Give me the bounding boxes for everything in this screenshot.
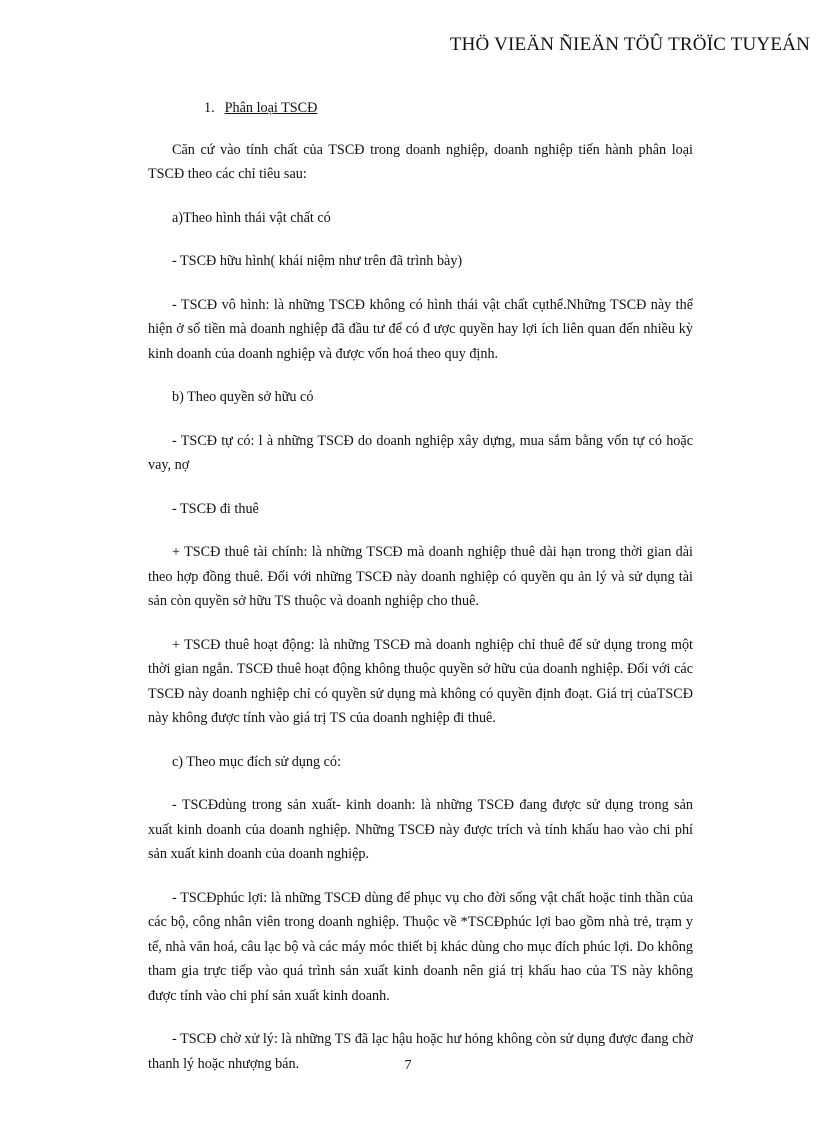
paragraph-financial-lease: + TSCĐ thuê tài chính: là những TSCĐ mà doanh nghiệp thuê dài hạn trong thời gian dài theo hợp đồng thuê. Đối với những TSCĐ này doanh nghiệp có quyền qu ản lý và sử dụng tài sản còn quyền sở hữu TS thuộc và doanh nghiệp cho thuê. [148,544,693,609]
paragraph-category-a: a)Theo hình thái vật chất có [172,209,331,226]
paragraph-intro: Căn cứ vào tính chất của TSCĐ trong doanh nghiệp, doanh nghiệp tiến hành phân loại TSCĐ theo các chỉ tiêu sau: [148,141,693,182]
section-number: 1. [204,100,215,116]
paragraph-category-c: c) Theo mục đích sử dụng có: [172,753,341,770]
paragraph-tangible: - TSCĐ hữu hình( khái niệm như trên đã trình bày) [172,253,463,269]
section-title: Phân loại TSCĐ [224,100,318,116]
page-number: 7 [404,1058,412,1073]
paragraph-pending-disposal: - TSCĐ chờ xử lý: là những TS đã lạc hậu hoặc hư hỏng không còn sử dụng được đang chờ thanh lý hoặc nhượng bán. [148,1031,693,1072]
paragraph-business-use: - TSCĐdùng trong sản xuất- kinh doanh: là những TSCĐ đang được sử dụng trong sản xuất kinh doanh của doanh nghiệp. Những TSCĐ này được trích và tính khấu hao vào chi phí sản xuất kinh doanh của doanh nghiệp. [148,797,693,862]
paragraph-leased: - TSCĐ đi thuê [172,500,259,517]
paragraph-intangible: - TSCĐ vô hình: là những TSCĐ không có hình thái vật chất cụthể.Những TSCĐ này thể hiện ở số tiền mà doanh nghiệp đã đầu tư để có đ ược quyền hay lợi ích liên quan đến nhiều kỳ kinh doanh của doanh nghiệp và được vốn hoá theo quy định. [148,296,693,362]
section-heading [148,96,693,121]
page-body [148,96,693,1095]
running-header: THÖ VIEÄN ÑIEÄN TÖÛ TRÖÏC TUYEÁN [449,34,810,55]
paragraph-self-owned: - TSCĐ tự có: l à những TSCĐ do doanh nghiệp xây dựng, mua sắm bằng vốn tự có hoặc vay, nợ [148,432,693,473]
paragraph-category-b: b) Theo quyền sở hữu có [172,389,314,405]
paragraph-welfare: - TSCĐphúc lợi: là những TSCĐ dùng để phục vụ cho đời sống vật chất hoặc tinh thần của các bộ, công nhân viên trong doanh nghiệp. Thuộc về *TSCĐphúc lợi bao gồm nhà trẻ, trạm y tế, nhà văn hoá, câu lạc bộ và các máy móc thiết bị khác dùng cho mục đích phúc lợi. Do không tham gia trực tiếp vào quá trình sản xuất kinh doanh nên giá trị khấu hao của TS này không được tính vào chi phí sản xuất kinh doanh. [148,889,693,1004]
paragraph-operating-lease: + TSCĐ thuê hoạt động: là những TSCĐ mà doanh nghiệp chỉ thuê để sử dụng trong một thời gian ngắn. TSCĐ thuê hoạt động không thuộc quyền sở hữu của doanh nghiệp. Đối với các TSCĐ này doanh nghiệp chỉ có quyền sử dụng mà không có quyền định đoạt. Giá trị củaTSCĐ này không được tính vào giá trị TS của doanh nghiệp đi thuê. [148,636,693,726]
